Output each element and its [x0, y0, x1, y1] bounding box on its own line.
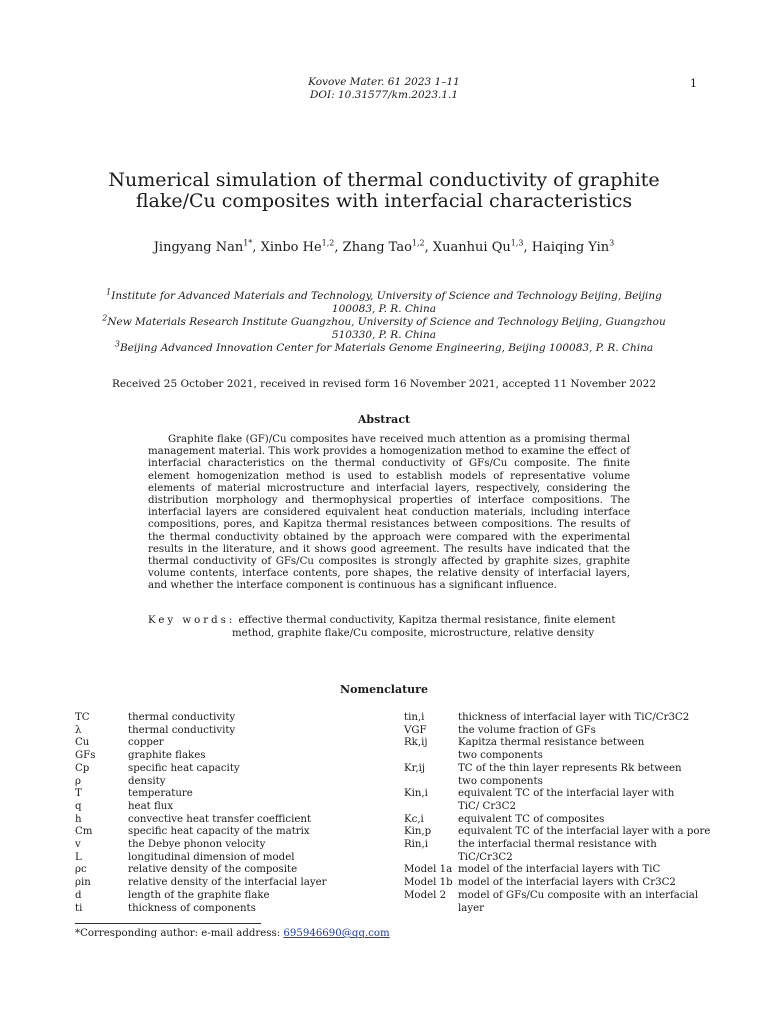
nomenclature-symbol: L	[75, 851, 82, 863]
nomenclature-row	[404, 737, 734, 750]
nomenclature-symbol: Cu	[75, 737, 90, 749]
nomenclature-symbol: Cp	[75, 762, 90, 774]
nomenclature-row	[404, 826, 734, 839]
nomenclature-description: longitudinal dimension of model	[128, 851, 295, 863]
nomenclature-row	[75, 877, 375, 890]
nomenclature-row	[75, 826, 375, 839]
journal-citation: Kovove Mater. 61 2023 1–11	[308, 76, 460, 88]
author: Jingyang Nan$^{1*}$,	[153, 238, 261, 255]
nomenclature-symbol: λ	[75, 724, 82, 736]
nomenclature-row	[404, 750, 734, 763]
nomenclature-description: copper	[128, 737, 164, 749]
email-link[interactable]: 695946690@qq.com	[283, 928, 390, 939]
affiliation: $^2$New Materials Research Institute Guangzhou, University of Science and Technology Beijing, Guangzhou 510330, P. R. China	[102, 313, 666, 341]
nomenclature-description: density	[128, 775, 166, 787]
nomenclature-description: thermal conductivity	[128, 712, 236, 723]
author: Xuanhui Qu$^{1,3}$,	[432, 238, 532, 255]
nomenclature-symbol: d	[75, 889, 82, 901]
nomenclature-symbol	[404, 903, 458, 916]
nomenclature-symbol: Kin,i	[404, 788, 428, 800]
nomenclature-symbol	[404, 852, 458, 865]
nomenclature-row	[404, 763, 734, 776]
author: Xinbo He$^{1,2}$,	[260, 238, 343, 255]
nomenclature-row	[404, 776, 734, 789]
nomenclature-description: graphite flakes	[128, 750, 206, 762]
nomenclature-description: temperature	[128, 788, 193, 800]
affiliation: $^1$Institute for Advanced Materials and Technology, University of Science and Technology Beijing, Beijing 100083, P. R. China	[106, 287, 662, 315]
nomenclature-right-column	[404, 712, 734, 915]
nomenclature-description: length of the graphite flake	[128, 889, 270, 901]
nomenclature-symbol: ti	[75, 902, 83, 914]
nomenclature-row	[75, 776, 375, 789]
nomenclature-row	[404, 801, 734, 814]
keywords-line: effective thermal conductivity, Kapitza thermal resistance, finite element	[238, 615, 616, 626]
nomenclature-row	[404, 903, 734, 916]
nomenclature-description: specific heat capacity	[128, 762, 240, 774]
nomenclature-description: convective heat transfer coefficient	[128, 813, 312, 825]
nomenclature-symbol	[404, 750, 458, 763]
nomenclature-symbol	[404, 776, 458, 789]
footnote-rule	[75, 923, 261, 924]
page-number: 1	[690, 77, 697, 90]
nomenclature-description: Kapitza thermal resistance between	[458, 737, 645, 749]
nomenclature-row	[75, 890, 375, 903]
nomenclature-symbol: TC	[75, 712, 90, 723]
nomenclature-symbol: Kin,p	[404, 826, 432, 838]
nomenclature-row	[75, 814, 375, 827]
nomenclature-symbol: ρin	[75, 877, 91, 889]
keywords-label: Key words:	[148, 615, 236, 626]
nomenclature-description: equivalent TC of the interfacial layer with a pore	[458, 826, 711, 838]
nomenclature-symbol: v	[75, 839, 81, 851]
nomenclature-description: two components	[458, 750, 543, 762]
nomenclature-row	[75, 712, 375, 725]
nomenclature-row	[404, 852, 734, 865]
nomenclature-description: equivalent TC of the interfacial layer with	[458, 788, 675, 800]
nomenclature-symbol	[404, 801, 458, 814]
nomenclature-description: the volume fraction of GFs	[458, 724, 596, 736]
nomenclature-symbol: T	[75, 788, 82, 800]
keywords	[148, 614, 634, 640]
nomenclature-heading: Nomenclature	[340, 683, 428, 696]
nomenclature-description: layer	[458, 902, 484, 914]
nomenclature-symbol: GFs	[75, 750, 96, 762]
nomenclature-description: the Debye phonon velocity	[128, 839, 266, 851]
nomenclature-row	[75, 864, 375, 877]
nomenclature-row	[404, 877, 734, 890]
journal-header	[0, 76, 768, 102]
footnote-text: *Corresponding author: e-mail address:	[75, 928, 284, 939]
nomenclature-row	[404, 814, 734, 827]
nomenclature-description: thickness of interfacial layer with TiC/Cr3C2	[458, 712, 690, 723]
nomenclature-row	[75, 737, 375, 750]
nomenclature-description: TiC/Cr3C2	[458, 851, 513, 863]
nomenclature-description: equivalent TC of composites	[458, 813, 605, 825]
nomenclature-row	[75, 788, 375, 801]
nomenclature-symbol: Cm	[75, 826, 93, 838]
nomenclature-row	[75, 852, 375, 865]
nomenclature-row	[404, 839, 734, 852]
nomenclature-symbol: tin,i	[404, 712, 425, 723]
nomenclature-description: relative density of the interfacial layer	[128, 877, 327, 889]
doi: DOI: 10.31577/km.2023.1.1	[309, 89, 459, 101]
affiliations	[100, 287, 668, 355]
nomenclature-row	[404, 864, 734, 877]
nomenclature-symbol: ρc	[75, 864, 87, 876]
nomenclature-symbol: Model 1a	[404, 864, 453, 876]
nomenclature-symbol: Kc,i	[404, 813, 424, 825]
nomenclature-description: thermal conductivity	[128, 724, 236, 736]
nomenclature-row	[404, 725, 734, 738]
nomenclature-symbol: Kr,ij	[404, 762, 426, 774]
nomenclature-description: thickness of components	[128, 902, 256, 914]
received-dates: Received 25 October 2021, received in revised form 16 November 2021, accepted 11 November 2022	[111, 378, 657, 390]
author-list	[0, 240, 768, 255]
nomenclature-row	[75, 750, 375, 763]
nomenclature-symbol: Rk,ij	[404, 737, 428, 749]
nomenclature-row	[404, 788, 734, 801]
footnote	[75, 928, 390, 939]
nomenclature-symbol: Model 1b	[404, 877, 453, 889]
author: Haiqing Yin$^3$	[531, 238, 615, 255]
nomenclature-symbol: q	[75, 800, 82, 812]
nomenclature-row	[75, 725, 375, 738]
nomenclature-description: heat flux	[128, 800, 174, 812]
nomenclature-row	[404, 890, 734, 903]
author: Zhang Tao$^{1,2}$,	[342, 238, 433, 255]
nomenclature-symbol: Model 2	[404, 889, 447, 901]
nomenclature-description: model of GFs/Cu composite with an interfacial	[458, 889, 699, 901]
nomenclature-description: specific heat capacity of the matrix	[128, 826, 310, 838]
nomenclature-description: TC of the thin layer represents Rk between	[458, 762, 682, 774]
nomenclature-row	[404, 712, 734, 725]
nomenclature-row	[75, 763, 375, 776]
abstract-heading: Abstract	[357, 413, 411, 426]
nomenclature-symbol: ρ	[75, 775, 81, 787]
nomenclature-symbol: VGF	[404, 724, 427, 736]
affiliation: $^3$Beijing Advanced Innovation Center for Materials Genome Engineering, Beijing 100083, P. R. China	[114, 339, 654, 354]
nomenclature-description: two components	[458, 775, 543, 787]
abstract-text: Graphite flake (GF)/Cu composites have received much attention as a promising thermal management material. This work provides a homogenization method to examine the effect of interfacial characteristics on the thermal conductivity of GFs/Cu composite. The finite element homogenization method is used to establish models of representative volume elements of material microstructure and interfacial layers, respectively, considering the distribution morphology and thermophysical properties of interface compositions. The interfacial layers are considered equivalent heat conduction materials, including interface compositions, pores, and Kapitza thermal resistances between compositions. The results of the thermal conductivity obtained by the approach were compared with the experimental results in the literature, and it shows good agreement. The results have indicated that the thermal conductivity of GFs/Cu composites is strongly affected by graphite sizes, graphite volume contents, interface contents, pore shapes, the relative density of interfacial layers, and whether the interface component is continuous has a significant influence.	[148, 434, 630, 592]
nomenclature-symbol: Rin,i	[404, 839, 428, 851]
nomenclature-row	[75, 801, 375, 814]
nomenclature-row	[75, 839, 375, 852]
nomenclature-left-column	[75, 712, 375, 915]
nomenclature-description: model of the interfacial layers with TiC	[458, 864, 661, 876]
nomenclature-description: model of the interfacial layers with Cr3C2	[458, 877, 676, 889]
nomenclature-symbol: h	[75, 813, 82, 825]
keywords-line: method, graphite flake/Cu composite, microstructure, relative density	[232, 628, 595, 639]
paper-title: Numerical simulation of thermal conductivity of graphite flake/Cu composites with interfacial characteristics	[108, 169, 660, 212]
nomenclature-description: the interfacial thermal resistance with	[458, 839, 657, 851]
nomenclature-description: relative density of the composite	[128, 864, 298, 876]
nomenclature-row	[75, 903, 375, 916]
nomenclature-description: TiC/ Cr3C2	[458, 800, 516, 812]
